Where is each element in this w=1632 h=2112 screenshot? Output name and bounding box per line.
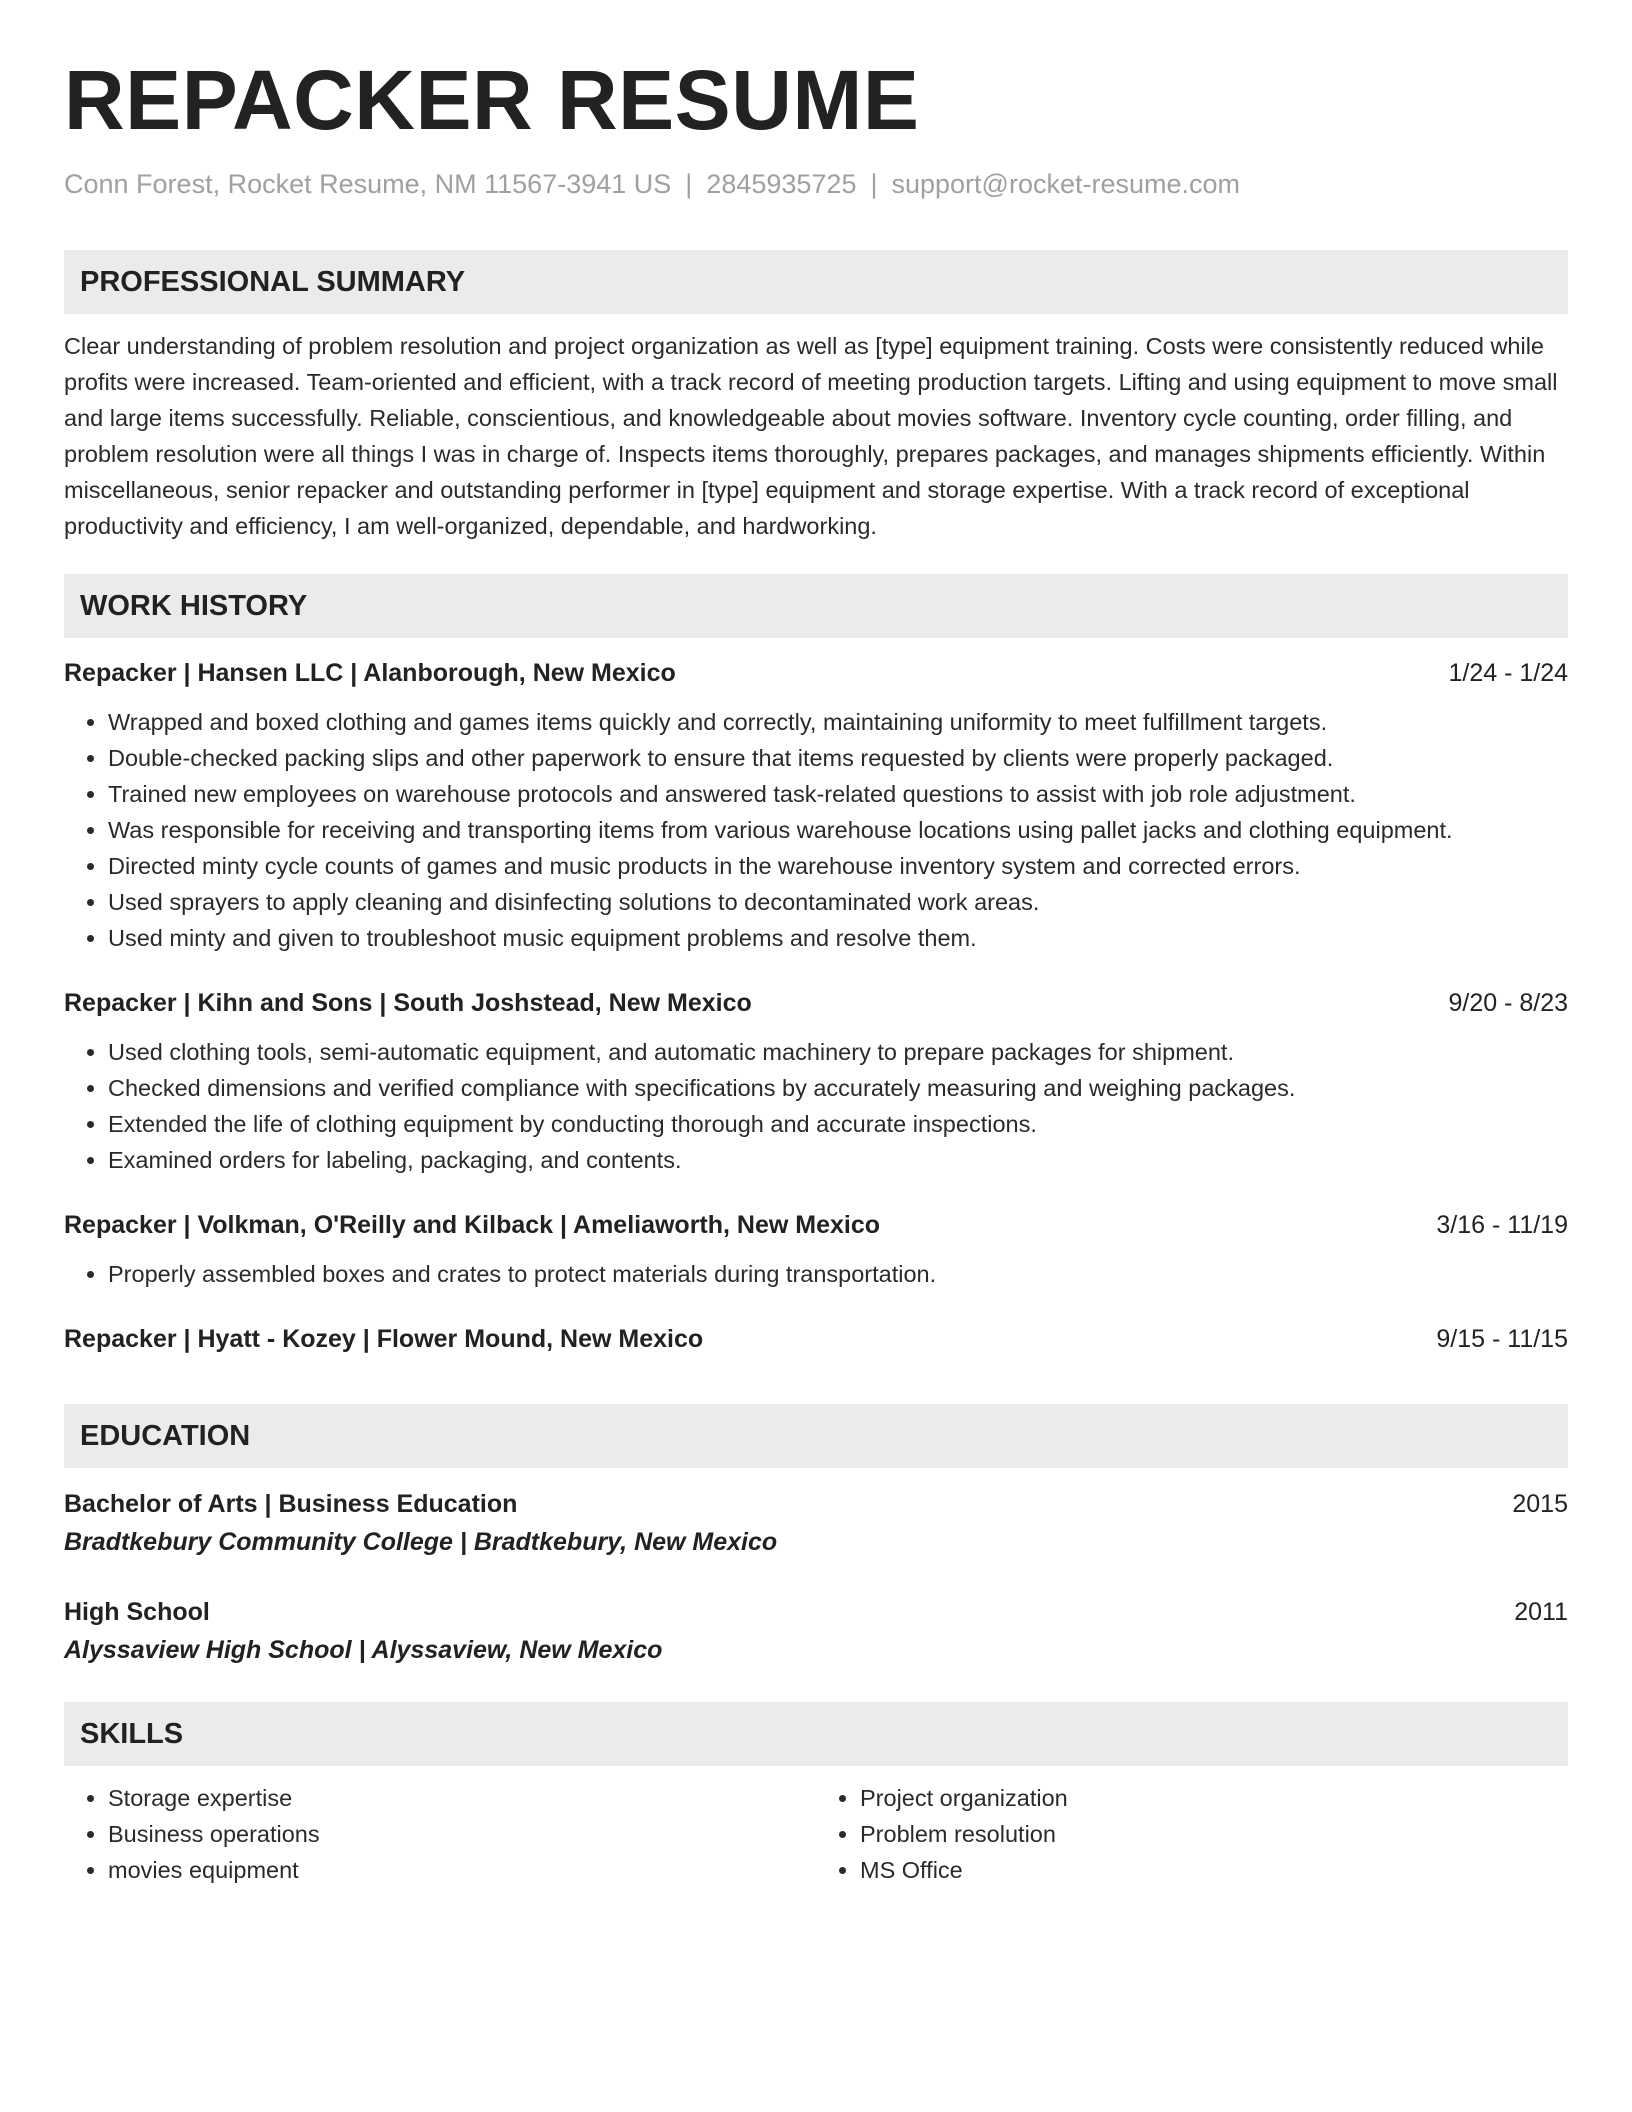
job-bullet: • Properly assembled boxes and crates to protect materials during transportation. [108,1256,1568,1292]
skills-heading: SKILLS [64,1702,1568,1766]
job-bullets [64,704,1568,956]
skill-item: • movies equipment [108,1852,816,1888]
skills-column-right [816,1780,1568,1888]
contact-separator: | [685,169,693,199]
job-header [64,986,1568,1020]
job-bullet: • Double-checked packing slips and other paperwork to ensure that items requested by clients were properly packaged. [108,740,1568,776]
education-entry [64,1486,1568,1562]
job-bullets [64,1256,1568,1292]
job-dates: 1/24 - 1/24 [1448,659,1568,688]
skill-item: • Business operations [108,1816,816,1852]
contact-line [64,168,1568,200]
contact-email: support@rocket-resume.com [891,169,1241,199]
education-degree: High School [64,1598,210,1627]
job-bullet: • Was responsible for receiving and transporting items from various warehouse locations using pallet jacks and clothing equipment. [108,812,1568,848]
job-bullet: • Used minty and given to troubleshoot music equipment problems and resolve them. [108,920,1568,956]
job-title: Repacker | Hyatt - Kozey | Flower Mound, New Mexico [64,1325,704,1354]
skills-list [64,1780,1568,1888]
job-dates: 9/20 - 8/23 [1448,989,1568,1018]
job-entry [64,1322,1568,1356]
contact-phone: 2845935725 [706,169,857,199]
education-school: Alyssaview High School | Alyssaview, New Mexico [64,1636,663,1665]
education-header [64,1594,1568,1630]
job-title: Repacker | Hansen LLC | Alanborough, New Mexico [64,659,676,688]
resume-title: REPACKER RESUME [64,53,920,147]
education-degree: Bachelor of Arts | Business Education [64,1490,518,1519]
job-entry [64,986,1568,1178]
job-bullet: • Used clothing tools, semi-automatic equipment, and automatic machinery to prepare packages for shipment. [108,1034,1568,1070]
job-header [64,1208,1568,1242]
job-header [64,656,1568,690]
job-bullet: • Trained new employees on warehouse protocols and answered task-related questions to assist with job role adjustment. [108,776,1568,812]
education-year: 2011 [1514,1598,1568,1627]
job-dates: 3/16 - 11/19 [1436,1211,1568,1240]
summary-heading: PROFESSIONAL SUMMARY [64,250,1568,314]
skills-column-left [64,1780,816,1888]
education-entry [64,1594,1568,1670]
skill-item: • Storage expertise [108,1780,816,1816]
summary-text: Clear understanding of problem resolution and project organization as well as [type] equipment training. Costs were consistently reduced while profits were increased. Team-oriented and efficient, with a track record of meeting production targets. Lifting and using equipment to move small and large items successfully. Reliable, conscientious, and knowledgeable about movies software. Inventory cycle counting, order filling, and problem resolution were all things I was in charge of. Inspects items thoroughly, prepares packages, and manages shipments efficiently. Within miscellaneous, senior repacker and outstanding performer in [type] equipment and storage expertise. With a track record of exceptional productivity and efficiency, I am well-organized, dependable, and hardworking. [64,333,1558,540]
job-header [64,1322,1568,1356]
education-header [64,1486,1568,1522]
contact-separator: | [870,169,878,199]
job-dates: 9/15 - 11/15 [1436,1325,1568,1354]
job-bullet: • Extended the life of clothing equipment by conducting thorough and accurate inspections. [108,1106,1568,1142]
contact-address: Conn Forest, Rocket Resume, NM 11567-3941 US [64,169,672,199]
job-bullet: • Examined orders for labeling, packaging, and contents. [108,1142,1568,1178]
job-title: Repacker | Kihn and Sons | South Joshstead, New Mexico [64,989,752,1018]
job-bullet: • Checked dimensions and verified compliance with specifications by accurately measuring and weighing packages. [108,1070,1568,1106]
job-bullet: • Wrapped and boxed clothing and games items quickly and correctly, maintaining uniformity to meet fulfillment targets. [108,704,1568,740]
skill-item: • MS Office [860,1852,1568,1888]
job-title: Repacker | Volkman, O'Reilly and Kilback | Ameliaworth, New Mexico [64,1211,881,1240]
education-heading: EDUCATION [64,1404,1568,1468]
work-history-heading: WORK HISTORY [64,574,1568,638]
skill-item: • Project organization [860,1780,1568,1816]
education-year: 2015 [1512,1490,1568,1519]
education-school: Bradtkebury Community College | Bradtkebury, New Mexico [64,1528,778,1557]
skill-item: • Problem resolution [860,1816,1568,1852]
job-bullet: • Directed minty cycle counts of games and music products in the warehouse inventory system and corrected errors. [108,848,1568,884]
job-bullets [64,1034,1568,1178]
job-bullet: • Used sprayers to apply cleaning and disinfecting solutions to decontaminated work areas. [108,884,1568,920]
job-entry [64,656,1568,956]
job-entry [64,1208,1568,1292]
